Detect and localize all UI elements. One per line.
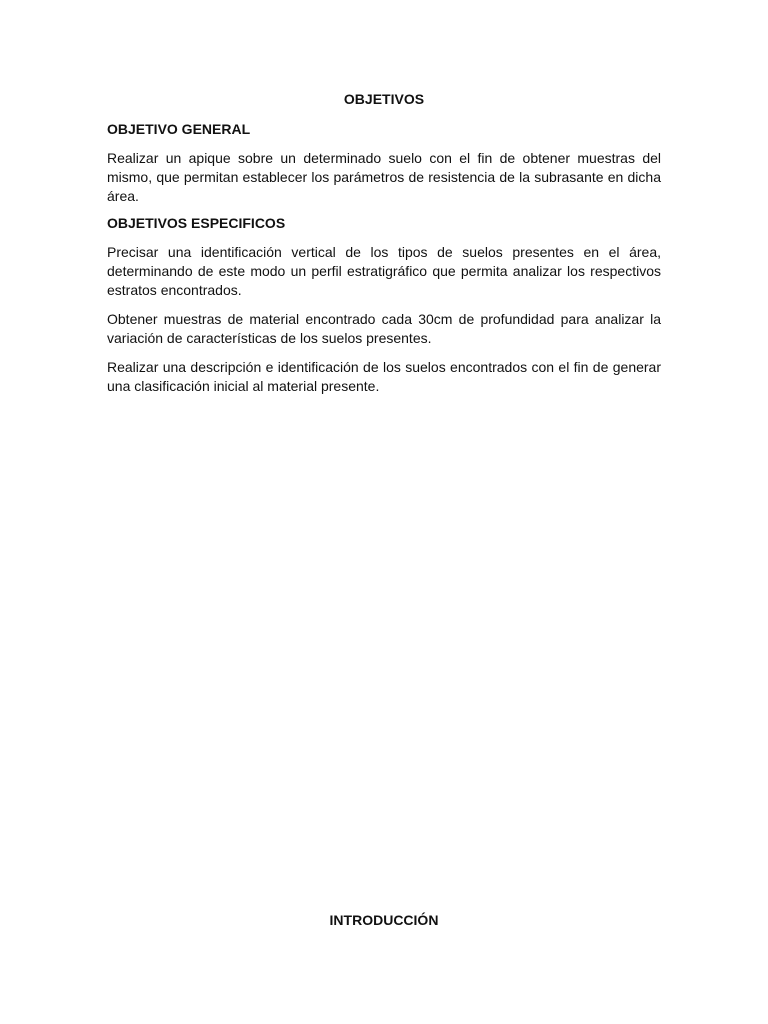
general-objective-heading: OBJETIVO GENERAL (107, 121, 251, 137)
specific-objective-paragraph-3: Realizar una descripción e identificación de los suelos encontrados con el fin de generar una clasificación inicial al material presente. (107, 359, 661, 394)
specific-objective-paragraph-2: Obtener muestras de material encontrado cada 30cm de profundidad para analizar la variación de características de los suelos presentes. (107, 311, 661, 346)
specific-objectives-heading: OBJETIVOS ESPECIFICOS (107, 215, 286, 231)
general-objective-paragraph: Realizar un apique sobre un determinado suelo con el fin de obtener muestras del mismo, que permitan establecer los parámetros de resistencia de la subrasante en dicha área. (107, 150, 661, 204)
page-title: OBJETIVOS (343, 91, 425, 107)
document-body (107, 90, 661, 406)
specific-objective-paragraph-1: Precisar una identificación vertical de los tipos de suelos presentes en el área, determinando de este modo un perfil estratigráfico que permita analizar los respectivos estratos encontrados. (107, 244, 661, 298)
introduction-title: INTRODUCCIÓN (329, 912, 439, 928)
